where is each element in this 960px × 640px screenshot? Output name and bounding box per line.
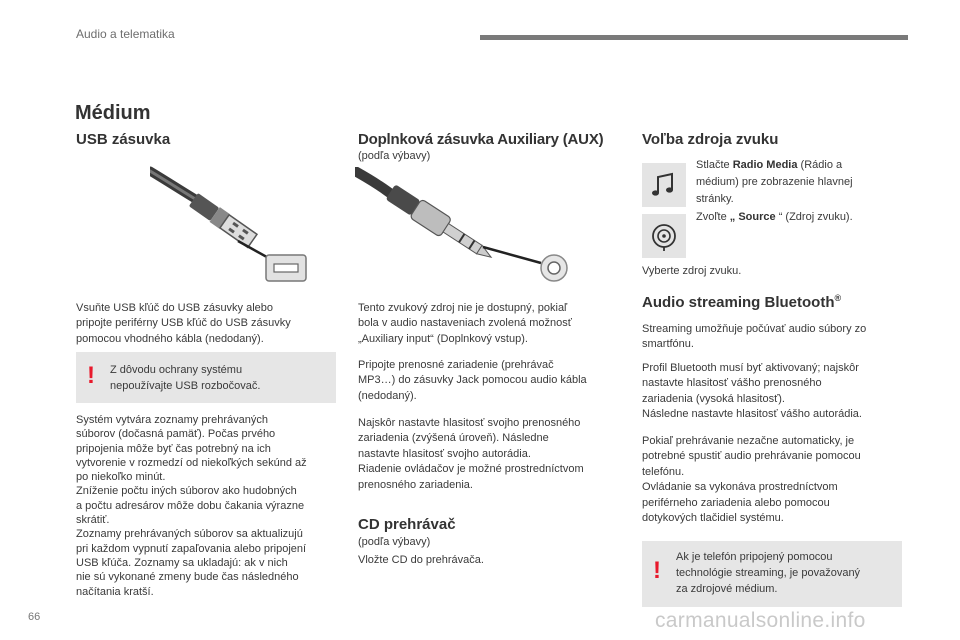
note-line: nepoužívajte USB rozbočovač.: [110, 380, 261, 392]
source-heading: Voľba zdroja zvuku: [642, 131, 779, 148]
usb-paragraph-2: Systém vytvára zoznamy prehrávaných súborov (dočasná pamäť). Počas prvého pripojenia môže byť čas potrebný na ich vytvorenie v rozmedzí od niekoľkých sekúnd až po niekoľko minút. Zníženie počtu iných súborov ako hudobných a počtu adresárov môže dobu čakania výrazne skrátiť. Zoznamy prehrávaných súborov sa aktualizujú pri každom vypnutí zapaľovania alebo pripojení USB kľúča. Zoznamy sa ukladajú: ak v nich nie sú vykonané zmeny bude čas následného načítania kratší.: [76, 414, 307, 598]
note-line: technológie streaming, je považovaný: [676, 567, 861, 579]
aux-paragraph-2: Pripojte prenosné zariadenie (prehrávač MP3…) do zásuvky Jack pomocou audio kábla (nedodaný).: [358, 359, 587, 402]
aux-subheading: (podľa výbavy): [358, 150, 431, 162]
bluetooth-paragraph-2: Profil Bluetooth musí byť aktivovaný; najskôr nastavte hlasitosť vášho prenosného zariadenia (vysoká hlasitosť). Následne nastavte hlasitosť vášho autorádia.: [642, 362, 862, 421]
bluetooth-paragraph-1: Streaming umožňuje počúvať audio súbory zo smartfónu.: [642, 323, 867, 351]
cd-heading: CD prehrávač: [358, 516, 456, 533]
note-line: Ak je telefón pripojený pomocou: [676, 551, 833, 563]
choose-source-text: Vyberte zdroj zvuku.: [642, 265, 742, 277]
source-icon: [642, 214, 686, 258]
music-note-icon: [642, 163, 686, 207]
aux-paragraph-1: Tento zvukový zdroj nie je dostupný, pokiaľ bola v audio nastaveniach zvolená možnosť „Auxiliary input“ (Doplnkový vstup).: [358, 302, 572, 345]
page-number: 66: [28, 611, 41, 623]
usb-heading: USB zásuvka: [76, 131, 171, 148]
header-bar: [480, 35, 908, 40]
cd-text: Vložte CD do prehrávača.: [358, 554, 484, 566]
usb-illustration: [150, 163, 310, 283]
bluetooth-heading: Audio streaming Bluetooth®: [642, 293, 842, 311]
note-line: Z dôvodu ochrany systému: [110, 364, 243, 376]
exclamation-icon: !: [87, 362, 95, 389]
aux-jack-illustration: [355, 167, 575, 285]
usb-warning-note: [76, 352, 336, 403]
usb-paragraph-1: Vsuňte USB kľúč do USB zásuvky alebo pripojte periférny USB kľúč do USB zásuvky pomocou vhodného kábla (nedodaný).: [76, 302, 291, 345]
bluetooth-warning-note: [642, 541, 902, 607]
header-title: Audio a telematika: [76, 27, 175, 41]
aux-heading: Doplnková zásuvka Auxiliary (AUX): [358, 131, 604, 148]
aux-paragraph-3: Najskôr nastavte hlasitosť svojho prenosného zariadenia (zvýšená úroveň). Následne nastavte hlasitosť svojho autorádia. Riadenie ovládačov je možné prostredníctvom prenosného zariadenia.: [358, 417, 584, 491]
cd-subheading: (podľa výbavy): [358, 536, 431, 548]
bluetooth-paragraph-3: Pokiaľ prehrávanie nezačne automaticky, je potrebné spustiť audio prehrávanie pomocou telefónu. Ovládanie sa vykonáva prostredníctvom periférneho zariadenia alebo pomocou dotykových tlačidiel systému.: [642, 435, 861, 525]
note-line: za zdrojové médium.: [676, 583, 778, 595]
source-step-1: Stlačte Radio Media (Rádio a médium) pre zobrazenie hlavnej stránky.: [696, 159, 853, 205]
page-title: Médium: [75, 102, 151, 124]
watermark: carmanualsonline.info: [655, 609, 866, 632]
source-step-2: Zvoľte „ Source “ (Zdroj zvuku).: [696, 211, 853, 223]
exclamation-icon: !: [653, 557, 661, 584]
